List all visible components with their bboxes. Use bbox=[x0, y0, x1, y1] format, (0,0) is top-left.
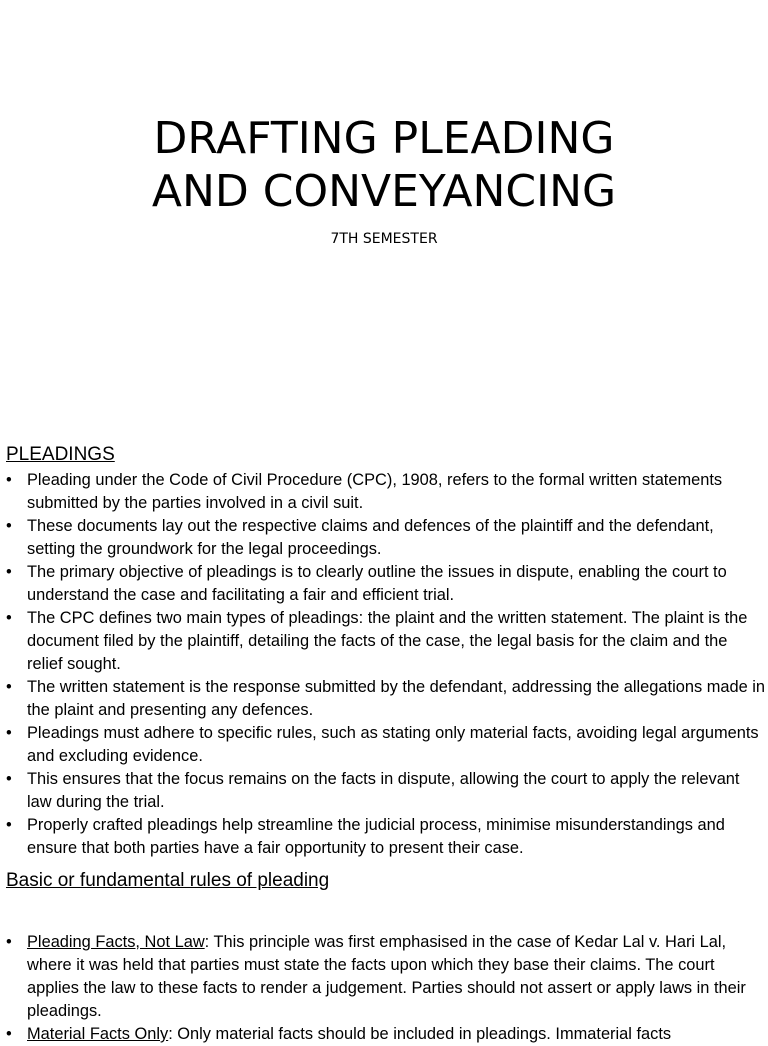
list-item-text: Properly crafted pleadings help streamline the judicial process, minimise misunderstandings and ensure that both parties have a fair opportunity to present their case. bbox=[27, 816, 725, 857]
pleadings-heading: PLEADINGS bbox=[6, 444, 115, 465]
list-item bbox=[6, 607, 766, 676]
list-item bbox=[6, 676, 766, 722]
pleadings-content bbox=[6, 443, 766, 1046]
rule-text: : Only material facts should be included in pleadings. Immaterial facts bbox=[168, 1025, 672, 1043]
rule-term: Pleading Facts, Not Law bbox=[27, 933, 205, 951]
list-item-text: This ensures that the focus remains on the facts in dispute, allowing the court to apply the relevant law during the trial. bbox=[27, 770, 740, 811]
document-title-line-1: DRAFTING PLEADING bbox=[153, 113, 615, 164]
bullet-icon: • bbox=[6, 678, 12, 696]
bullet-icon: • bbox=[6, 724, 12, 742]
rule-term: Material Facts Only bbox=[27, 1025, 169, 1043]
title-slide bbox=[0, 0, 768, 420]
list-item bbox=[6, 1023, 766, 1046]
bullet-icon: • bbox=[6, 563, 12, 581]
list-item bbox=[6, 469, 766, 515]
list-item bbox=[6, 931, 766, 1023]
list-item bbox=[6, 561, 766, 607]
bullet-icon: • bbox=[6, 609, 12, 627]
bullet-icon: • bbox=[6, 770, 12, 788]
list-item-text: The CPC defines two main types of pleadings: the plaint and the written statement. The plaint is the document filed by the plaintiff, detailing the facts of the case, the legal basis for the claim and the relief sought. bbox=[27, 609, 748, 673]
document-subtitle: 7TH SEMESTER bbox=[330, 231, 438, 247]
bullet-icon: • bbox=[6, 933, 12, 951]
bullet-icon: • bbox=[6, 471, 12, 489]
rules-heading: Basic or fundamental rules of pleading bbox=[6, 870, 330, 891]
list-item bbox=[6, 515, 766, 561]
rules-bullet-list bbox=[6, 931, 766, 1046]
bullet-icon: • bbox=[6, 1025, 12, 1043]
rule-text: : This principle was first emphasised in the case of Kedar Lal v. Hari Lal, where it was held that parties must state the facts upon which they base their claims. The court applies the law to these facts to render a judgement. Parties should not assert or apply laws in their pleadings. bbox=[27, 933, 746, 1020]
list-item-text: Pleadings must adhere to specific rules, such as stating only material facts, avoiding legal arguments and excluding evidence. bbox=[27, 724, 759, 765]
list-item bbox=[6, 814, 766, 860]
list-item-text: These documents lay out the respective claims and defences of the plaintiff and the defendant, setting the groundwork for the legal proceedings. bbox=[27, 517, 714, 558]
list-item bbox=[6, 722, 766, 768]
pleadings-bullet-list bbox=[6, 469, 766, 860]
list-item-text: Pleading under the Code of Civil Procedure (CPC), 1908, refers to the formal written statements submitted by the parties involved in a civil suit. bbox=[27, 471, 723, 512]
list-item-text: The primary objective of pleadings is to clearly outline the issues in dispute, enabling the court to understand the case and facilitating a fair and efficient trial. bbox=[27, 563, 727, 604]
bullet-icon: • bbox=[6, 517, 12, 535]
bullet-icon: • bbox=[6, 816, 12, 834]
document-title bbox=[0, 112, 768, 218]
document-title-line-2: AND CONVEYANCING bbox=[151, 166, 617, 217]
list-item bbox=[6, 768, 766, 814]
list-item-text: The written statement is the response submitted by the defendant, addressing the allegations made in the plaint and presenting any defences. bbox=[27, 678, 766, 719]
